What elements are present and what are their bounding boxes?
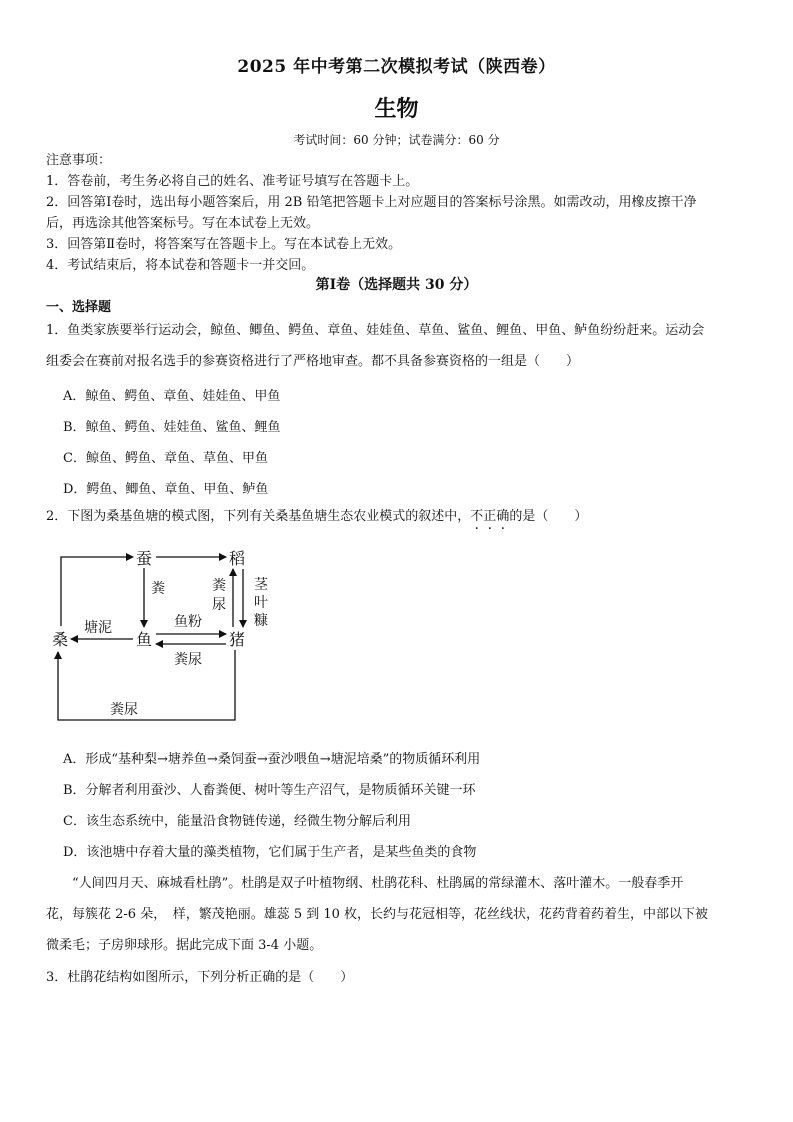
notes-line: 后，再选涂其他答案标号。写在本试卷上无效。 [46, 216, 320, 231]
label-silkworm-feces: 粪 [151, 581, 165, 597]
question-2-stem-after: 的是（ ） [509, 509, 588, 524]
label-pig-manure-2: 尿 [212, 597, 226, 613]
question-1-option-b: B．鲸鱼、鳄鱼、娃娃鱼、鲨鱼、鲤鱼 [63, 420, 281, 435]
emphasis-char: 不 [470, 509, 484, 524]
label-pig-to-fish-manure: 粪尿 [174, 652, 202, 668]
question-1-stem [46, 315, 751, 377]
node-mulberry: 桑 [52, 630, 69, 649]
reading-passage [46, 868, 751, 961]
exam-title: 2025 年中考第二次模拟考试（陕西卷） [237, 57, 556, 77]
emphasis-char: 正 [483, 509, 497, 524]
passage-line: “人间四月天、麻城看杜鹃”。杜鹃是双子叶植物纲、杜鹃花科、杜鹃属的常绿灌木、落叶灌木。一般春季开 [72, 876, 684, 891]
question-2-option-a: A．形成“基种梨→塘养鱼→桑饲蚕→蚕沙喂鱼→塘泥培桑”的物质循环利用 [63, 752, 481, 767]
notes-line: 2．回答第Ⅰ卷时，选出每小题答案后，用 2B 铅笔把答题卡上对应题目的答案标号涂黑。如需改动，用橡皮擦干净 [46, 195, 697, 210]
subject-title: 生物 [374, 96, 419, 122]
label-rice-bran: 糠 [254, 613, 268, 629]
notes-block [46, 150, 751, 276]
label-rice-stem: 茎 [254, 577, 268, 593]
emphasis-char: 确 [496, 509, 510, 524]
node-rice: 稻 [229, 549, 246, 568]
question-1-option-c: C．鲸鱼、鳄鱼、章鱼、草鱼、甲鱼 [63, 451, 268, 466]
label-pond-mud: 塘泥 [84, 620, 112, 636]
question-3-stem: 3．杜鹃花结构如图所示，下列分析正确的是（ ） [46, 970, 354, 985]
node-pig: 猪 [229, 630, 246, 649]
notes-line: 4．考试结束后，将本试卷和答题卡一并交回。 [46, 258, 315, 273]
node-fish: 鱼 [136, 630, 153, 649]
exam-meta: 考试时间：60 分钟；试卷满分：60 分 [293, 133, 500, 147]
notes-title: 注意事项： [46, 153, 112, 168]
passage-line: 微柔毛；子房卵球形。据此完成下面 3-4 小题。 [46, 938, 323, 953]
node-silkworm: 蚕 [136, 549, 153, 568]
question-2-option-c: C．该生态系统中，能量沿食物链传递，经微生物分解后利用 [63, 814, 411, 829]
section-title: 第Ⅰ卷（选择题共 30 分） [315, 277, 478, 293]
arrow-mulberry-to-silkworm [61, 557, 133, 626]
arrow-pig-to-mulberry [58, 650, 235, 720]
question-1-line: 1．鱼类家族要举行运动会，鲸鱼、鲫鱼、鳄鱼、章鱼、娃娃鱼、草鱼、鲨鱼、鲤鱼、甲鱼、鲈鱼纷纷赶来。运动会 [46, 323, 705, 338]
question-1-line: 组委会在赛前对报名选手的参赛资格进行了严格地审查。都不具备参赛资格的一组是（ ） [46, 354, 580, 369]
question-2-stem-before: 2．下图为桑基鱼塘的模式图，下列有关桑基鱼塘生态农业模式的叙述中， [46, 509, 471, 524]
question-1-option-d: D．鳄鱼、鲫鱼、章鱼、甲鱼、鲈鱼 [63, 482, 269, 497]
label-pig-to-mulberry-manure: 粪尿 [110, 702, 138, 718]
label-rice-leaf: 叶 [254, 595, 268, 611]
label-fish-meal: 鱼粉 [174, 614, 202, 630]
part-heading: 一、选择题 [46, 300, 112, 315]
notes-line: 3．回答第Ⅱ卷时，将答案写在答题卡上。写在本试卷上无效。 [46, 237, 402, 252]
question-2-option-d: D．该池塘中存着大量的藻类植物，它们属于生产者，是某些鱼类的食物 [63, 845, 477, 860]
passage-line: 花，每簇花 2-6 朵， 样，繁茂艳丽。雄蕊 5 到 10 枚，长约与花冠相等，花丝线状，花药背着药着生，中部以下被 [46, 907, 709, 922]
question-2-stem [46, 501, 751, 532]
notes-line: 1．答卷前，考生务必将自己的姓名、准考证号填写在答题卡上。 [46, 174, 419, 189]
question-2-option-b: B．分解者利用蚕沙、人畜粪便、树叶等生产沼气，是物质循环关键一环 [63, 783, 476, 798]
question-1-option-a: A．鲸鱼、鳄鱼、章鱼、娃娃鱼、甲鱼 [63, 389, 281, 404]
mulberry-fish-pond-diagram [40, 542, 290, 727]
label-pig-manure-1: 粪 [212, 578, 226, 594]
